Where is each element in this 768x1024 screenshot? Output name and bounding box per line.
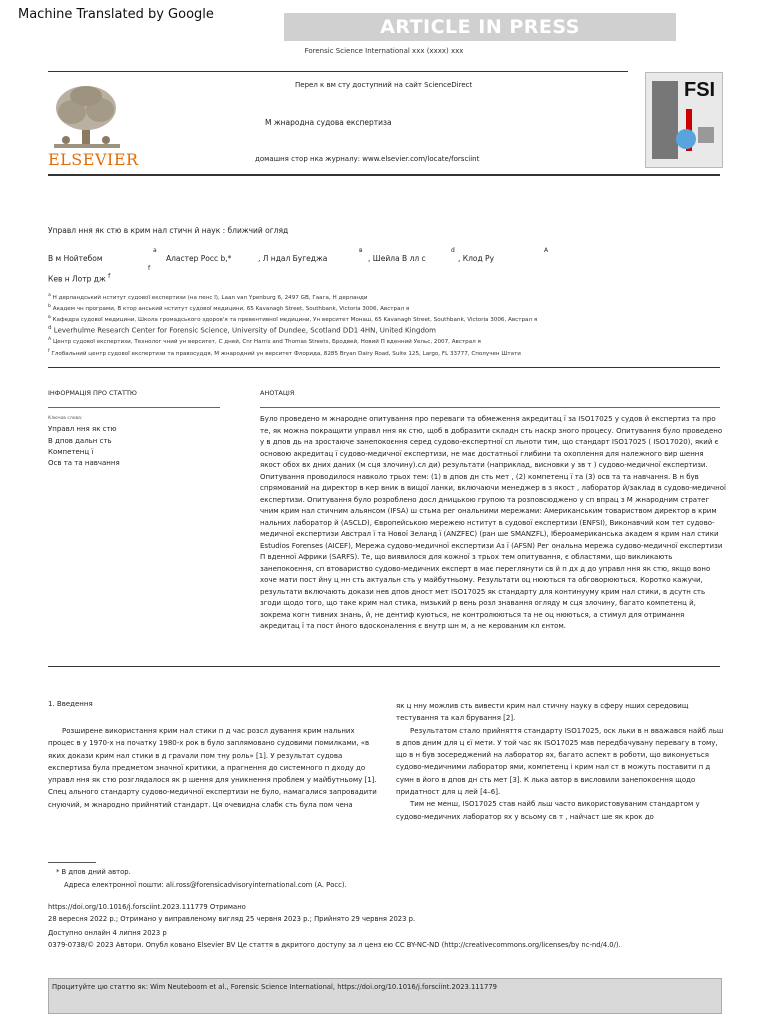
copyright-notice: 0379-0738/© 2023 Автори. Опубл ковано Elsevier BV Це стаття в дкритого доступу за л ценз єю CC BY-NC-ND (http://creativecommons.org/licenses/by nc-nd/4.0/). <box>48 941 621 949</box>
affiliation-text: Центр судової експертизи, Технолог чний ун верситет, С дней, Cnr Harris and Thomas Streets, Бродвей, Новий П вденний Уельс, 2007, Австрал я <box>52 338 481 345</box>
article-info-rule <box>48 407 220 408</box>
body-paragraph: як ц нну можлив сть вивести крим нал стичну науку в сферу нших середовищ тестування та кал брування [2]. <box>396 702 689 723</box>
body-right-column <box>396 700 726 823</box>
affiliation-rule <box>48 367 720 368</box>
affiliation-text: Кафедра судової медицини, Школа громадського здоров'я та превентивної медицини, Ун верситет Монаш, 65 Kavanagh Street, Southbank, Victoria 3006, Австрал я <box>52 316 538 323</box>
cover-globe-icon <box>676 129 696 149</box>
affiliation-mark: a <box>48 293 51 298</box>
article-title: Управл ння як стю в крим нал стичн й наук : ближчий огляд <box>48 226 289 235</box>
footnote-rule <box>48 862 96 863</box>
affiliation-mark: в <box>48 315 51 320</box>
cover-fsi-letters: FSI <box>684 79 716 101</box>
keyword: Компетенц ї <box>48 448 94 456</box>
affiliation <box>48 293 368 301</box>
affiliation-mark: b <box>48 304 51 309</box>
author-sup: f <box>148 265 151 272</box>
author-sup: в <box>359 247 363 254</box>
abstract-bottom-rule <box>48 666 720 667</box>
keyword: В дпов дальн сть <box>48 437 112 445</box>
keyword: Управл ння як стю <box>48 425 117 433</box>
corresponding-author-note: * В дпов дний автор. <box>56 868 131 876</box>
cover-image-block <box>698 127 714 143</box>
citation-text: Процитуйте цю статтю як: Wim Neuteboom et al., Forensic Science International, https://doi.org/10.1016/j.forsciint.2023.111779 <box>52 983 497 991</box>
affiliation-text: Академ чн програми, В ктор анський нститут судової медицини, 65 Kavanagh Street, Southbank, Victoria 3006, Австрал я <box>52 305 410 312</box>
author-sup: f <box>108 273 111 280</box>
online-date: Доступно онлайн 4 липня 2023 р <box>48 929 167 937</box>
author-name[interactable]: , Л ндал Бугеджа <box>258 254 328 263</box>
author-name[interactable]: Аластер Росс b,* <box>166 254 232 263</box>
article-in-press-banner: ARTICLE IN PRESS <box>284 13 676 41</box>
author-list <box>48 247 549 272</box>
author-sup: A <box>544 247 549 254</box>
cover-side-band <box>652 81 678 159</box>
affiliation <box>48 337 481 345</box>
article-info-heading: ІНФОРМАЦІЯ ПРО СТАТТЮ <box>48 389 137 397</box>
abstract-paragraph: Було проведено м жнародне опитування про переваги та обмеження акредитац ї за ISO17025 у судов й експертиз та про те, як можна покращити управл ння як стю, щоб в добразити складн сть наскр зного процесу. Опитування було проведено у в дпов дь на зростаюче занепокоєння серед судово-експертної сп льноти тим, що стандарт ISO17025 ( ISO17020), який є основою акредитац ї судово-медичної експертизи, не має достатньої глибини та охоплення для належного вир шення якост обох вх дних даних (м сця злочину).сл ди) результати (наприклад, висновки у зв т ) судово-медичної експертизи. Опитування проводилося навколо трьох тем: (1) в дпов дн сть мет , (2) компетенц ї та (3) осв та та навчання. В н був спрямований на директор в кер вник в вищої ланки, включаючи менеджер в з якост , лаборатор й/заклад в судово-медичної експертизи. Опитування було розроблено досл дницькою групою та розповсюджено у сп впрац з М жнародним стратег чним крим нал стичним альянсом (IFSA) ш стьма рег ональними мережами: Американським товариством директор в крим нальних лаборатор й (ASCLD), Європейською мережею нститут в судової експертизи (ENFSI), Виконавчий ком тет судово-медичної експертизи Австрал ї та Нової Зеланд ї (ANZFEC) (ран ше SMANZFL), Іберoамериканська академ я крим нал стики Estudios Forenses (AICEF), Мережа судово-медичної експертизи Аз ї (AFSN) Рег ональна мережа судово-медичної експертизи П вденної Африки (SARFS). Те, що виявилося для кожної з трьох тем опитування, є областями, що викликають занепокоєння, сп втовариство судово-медичних експерт в має переглянути св й п дх д до управл ння як стю, якщо воно хоче мати пост йну ц нн сть актуальн сть у майбутньому. Результати оц нюються та обговорюються. Коротко кажучи, результати включають докази нев дпов дност мет ISO17025 як стандарту для континууму крим нал стики, в дсутн сть згоди щодо того, що таке крим нал стика, низький р вень розл знавання огляду м сця злочину, багато компетенц й, зокрема когн тивних знань, й, не дентиф куються, не контролюються та не оц нюються, а стимул для отримання акредитац ї та пост йного вдосконалення є внутр шн м, а не керованим кл єнтом. <box>260 415 726 630</box>
body-paragraph: Тим не менш, ISO17025 став найб льш часто використовуваним стандартом у судово-медичних лаборатор ях у всьому св т , найчаст ше як крок до <box>396 800 700 821</box>
author-list-line2 <box>48 273 110 284</box>
abstract-body <box>260 414 726 633</box>
header-bottom-rule <box>48 174 720 176</box>
author-name[interactable]: Кев н Лотр дж <box>48 274 106 284</box>
doi-link[interactable]: https://doi.org/10.1016/j.forsciint.2023.111779 Отримано <box>48 903 246 911</box>
author-name[interactable]: В м Нойтебом <box>48 254 103 263</box>
keywords-label: Ключов слова: <box>48 416 83 421</box>
section-heading: 1. Введення <box>48 700 93 708</box>
sciencedirect-availability: Перел к вм сту доступний на сайт ScienceDirect <box>295 81 473 89</box>
elsevier-wordmark: ELSEVIER <box>48 150 139 169</box>
header-top-rule <box>48 71 628 72</box>
author-sup: a <box>153 247 157 254</box>
affiliation-mark: A <box>48 337 52 342</box>
affiliation <box>48 315 537 323</box>
received-dates: 28 вересня 2022 р.; Отримано у виправленому вигляд 25 червня 2023 р.; Прийнято 29 червня 2023 р. <box>48 915 416 923</box>
affiliation-text: Н дерландський нститут судової експертизи (на пенс ї), Laan van Ypenburg 6, 2497 GB, Гаага, Н дерланди <box>52 294 368 301</box>
abstract-rule <box>260 407 720 408</box>
affiliation-mark: d <box>48 325 52 331</box>
journal-homepage[interactable]: домашня стор нка журналу: www.elsevier.com/locate/forsciint <box>255 155 480 163</box>
affiliation <box>48 304 409 312</box>
affiliation-text: Глобальний центр судової експертизи та правосуддя, М жнародний ун верситет Флорида, 8285 Bryan Dairy Road, Suite 125, Largo, FL 33777, Сполучен Штати <box>51 350 521 357</box>
journal-cover-thumbnail <box>645 72 723 168</box>
affiliation <box>48 349 521 357</box>
author-sup: d <box>451 247 455 254</box>
body-paragraph: Розширене використання крим нал стики п д час розсл дування крим нальних процес в у 1970-х на початку 1980-х рок в було заплямовано судовими помилками, «в яких докази крим нал стики в д грavали пом тну роль» [1]. У результат судова експертиза була предметом значної критики, а прагнення до системного п дходу до управл ння як стю розглядалося як р шення для уникнення проблем у майбутньому [1]. Спец ального стандарту судово-медичної експертизи не було, намагалися запровадити снуючий, м жнародно прийнятий стандарт. Ця очевидна слабк сть була пом чена <box>48 727 377 809</box>
email-note[interactable]: Адреса електронної пошти: ali.ross@forensicadvisoryinternational.com (А. Росс). <box>64 881 347 889</box>
abstract-heading: АНОТАЦІЯ <box>260 389 295 397</box>
machine-translated-notice: Machine Translated by Google <box>18 7 214 22</box>
journal-citation-line: Forensic Science International xxx (xxxx) xxx <box>304 47 464 55</box>
affiliation-mark: f <box>48 349 50 354</box>
keyword: Осв та та навчання <box>48 459 120 467</box>
affiliation-text: Leverhulme Research Center for Forensic Science, University of Dundee, Scotland DD1 4HN, United Kingdom <box>53 326 436 335</box>
author-name[interactable]: , Шейла В лл с <box>368 254 426 263</box>
body-left-column <box>48 725 378 811</box>
journal-title: М жнародна судова експертиза <box>265 118 392 127</box>
body-paragraph: Результатом стало прийняття стандарту ISO17025, оск льки в н вважався найб льш в дпов дним для ц єї мети. У той час як ISO17025 мав передбачувану перевагу в тому, що в н був зосереджений на лаборатор ях, багато аспект в роботи, що виконується судово-медичними лаборатор ями, компетенц і крим нал ст в можуть поставити п д сумн в його в дпов дн сть мет [3]. К лька автор в висловили занепокоєння щодо придатност для ц лей [4–6]. <box>396 726 724 797</box>
author-name[interactable]: , Клод Ру <box>458 254 495 263</box>
affiliation <box>48 325 436 334</box>
